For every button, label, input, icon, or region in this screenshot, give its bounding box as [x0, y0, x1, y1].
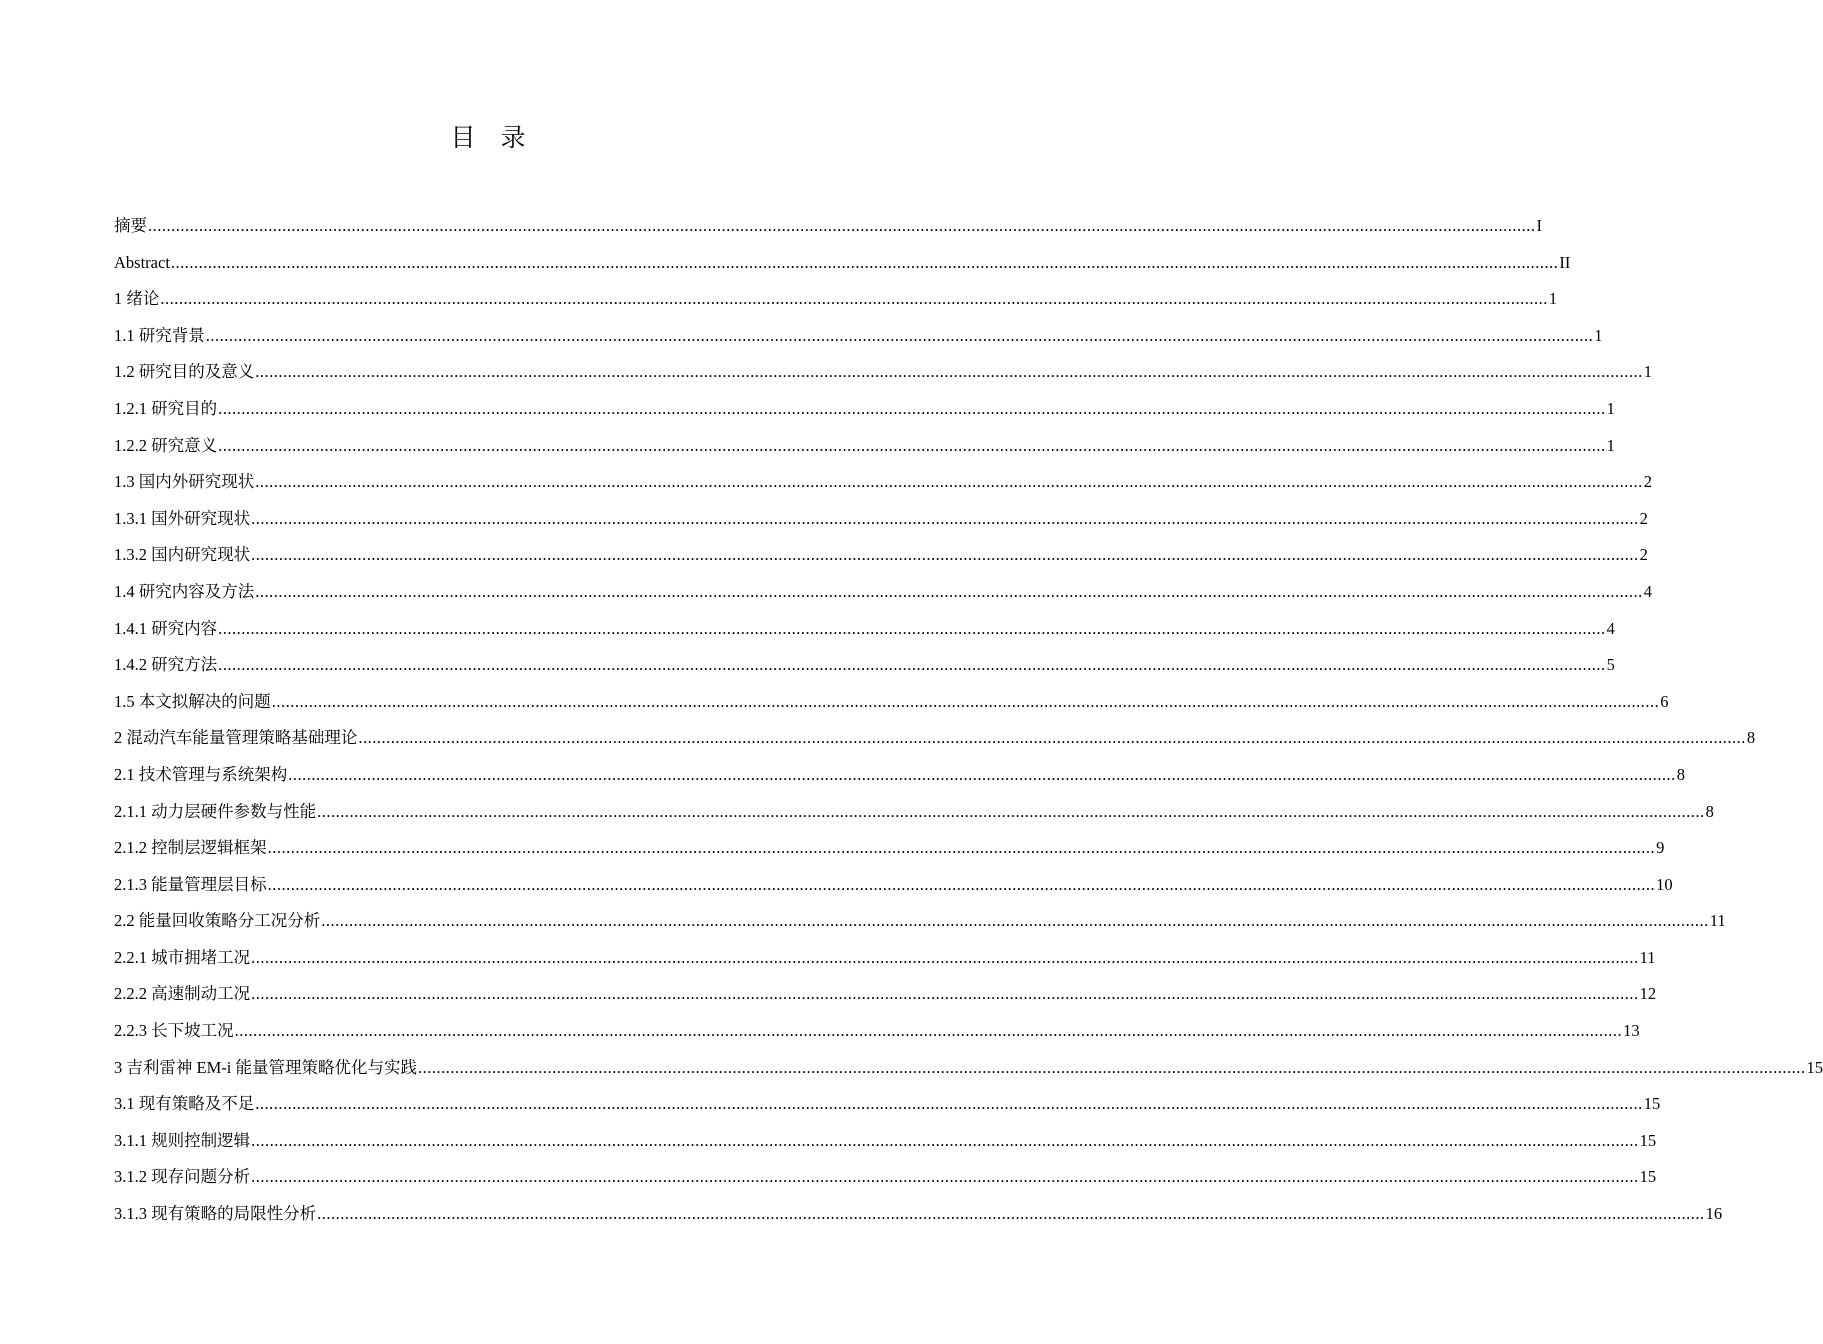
dot-leader: ............................................................................................................................................................................................................................................................................................................	[251, 508, 1639, 528]
toc-entry-title: 2.2.2 高速制动工况	[114, 984, 251, 1004]
dot-leader: ............................................................................................................................................................................................................................................................................................................	[255, 581, 1643, 601]
toc-entry-title: 3.1.2 现存问题分析	[114, 1167, 251, 1187]
toc-entry-page: 1	[1606, 398, 1615, 418]
toc-entry-page: 8	[1746, 728, 1756, 748]
table-of-contents	[114, 208, 1823, 1233]
toc-entry-page: 4	[1643, 581, 1652, 601]
dot-leader: ............................................................................................................................................................................................................................................................................................................	[271, 691, 1660, 711]
toc-entry[interactable]	[114, 1086, 1661, 1123]
toc-entry[interactable]	[114, 720, 1756, 757]
toc-entry-page: 15	[1639, 1130, 1657, 1150]
toc-entry-page: 1	[1643, 362, 1652, 382]
dot-leader: ............................................................................................................................................................................................................................................................................................................	[317, 1204, 1705, 1224]
dot-leader: ............................................................................................................................................................................................................................................................................................................	[148, 216, 1536, 235]
toc-entry[interactable]	[114, 940, 1656, 977]
toc-entry-title: 1.3 国内外研究现状	[114, 472, 255, 492]
toc-entry-page: 1	[1594, 325, 1603, 345]
dot-leader: ............................................................................................................................................................................................................................................................................................................	[251, 947, 1639, 967]
toc-entry-title: 1.4.2 研究方法	[114, 655, 218, 675]
toc-entry-title: 1.2 研究目的及意义	[114, 362, 255, 382]
dot-leader: ............................................................................................................................................................................................................................................................................................................	[170, 252, 1559, 272]
dot-leader: ............................................................................................................................................................................................................................................................................................................	[218, 655, 1606, 675]
dot-leader: ............................................................................................................................................................................................................................................................................................................	[321, 911, 1709, 931]
toc-entry-title: 2.2 能量回收策略分工况分析	[114, 911, 321, 931]
toc-entry[interactable]	[114, 391, 1615, 428]
toc-entry-page: 15	[1639, 1167, 1657, 1187]
toc-entry-title: 1.3.2 国内研究现状	[114, 545, 251, 565]
toc-entry[interactable]	[114, 976, 1657, 1013]
dot-leader: ............................................................................................................................................................................................................................................................................................................	[251, 1167, 1639, 1187]
toc-entry-page: 8	[1676, 764, 1685, 784]
toc-entry-page: 4	[1606, 618, 1615, 638]
dot-leader: ............................................................................................................................................................................................................................................................................................................	[251, 1130, 1639, 1150]
dot-leader: ............................................................................................................................................................................................................................................................................................................	[417, 1057, 1806, 1077]
dot-leader: ............................................................................................................................................................................................................................................................................................................	[255, 362, 1643, 382]
toc-entry[interactable]	[114, 354, 1652, 391]
toc-entry[interactable]	[114, 281, 1558, 318]
dot-leader: ............................................................................................................................................................................................................................................................................................................	[358, 728, 1746, 748]
toc-entry[interactable]	[114, 1196, 1723, 1233]
toc-entry-title: 1.3.1 国外研究现状	[114, 508, 251, 528]
toc-entry-title: Abstract	[114, 252, 170, 272]
toc-entry-page: 5	[1606, 655, 1615, 675]
toc-entry-title: 2.2.3 长下坡工况	[114, 1021, 234, 1041]
toc-entry-title: 2.1.1 动力层硬件参数与性能	[114, 801, 317, 821]
toc-entry[interactable]	[114, 318, 1603, 355]
dot-leader: ............................................................................................................................................................................................................................................................................................................	[317, 801, 1705, 821]
dot-leader: ............................................................................................................................................................................................................................................................................................................	[267, 874, 1656, 894]
toc-entry[interactable]	[114, 684, 1669, 721]
toc-entry[interactable]	[114, 757, 1685, 794]
toc-entry-page: 11	[1639, 947, 1656, 967]
toc-entry-title: 1.2.1 研究目的	[114, 398, 218, 418]
toc-entry[interactable]	[114, 1050, 1823, 1087]
toc-entry[interactable]	[114, 464, 1652, 501]
toc-entry-page: 15	[1643, 1094, 1661, 1114]
toc-entry-title: 2 混动汽车能量管理策略基础理论	[114, 728, 358, 748]
toc-entry[interactable]	[114, 574, 1652, 611]
toc-entry-page: 2	[1639, 508, 1648, 528]
toc-entry[interactable]	[114, 1123, 1657, 1160]
dot-leader: ............................................................................................................................................................................................................................................................................................................	[160, 289, 1548, 309]
page-title	[0, 118, 976, 154]
toc-entry-page: 12	[1639, 984, 1657, 1004]
toc-entry-title: 2.2.1 城市拥堵工况	[114, 947, 251, 967]
dot-leader: ............................................................................................................................................................................................................................................................................................................	[218, 618, 1606, 638]
dot-leader: ............................................................................................................................................................................................................................................................................................................	[251, 984, 1639, 1004]
toc-entry-title: 1.2.2 研究意义	[114, 435, 218, 455]
toc-entry-title: 摘要	[114, 216, 147, 235]
toc-entry-title: 3.1.1 规则控制逻辑	[114, 1130, 251, 1150]
toc-entry-page: II	[1559, 252, 1571, 272]
dot-leader: ............................................................................................................................................................................................................................................................................................................	[255, 1094, 1643, 1114]
toc-entry-page: 1	[1606, 435, 1615, 455]
toc-entry-title: 1.4.1 研究内容	[114, 618, 218, 638]
toc-entry-title: 1.1 研究背景	[114, 325, 205, 345]
toc-entry-page: 6	[1660, 691, 1669, 711]
toc-entry-title: 1.5 本文拟解决的问题	[114, 691, 271, 711]
toc-entry-page: 13	[1623, 1021, 1640, 1041]
toc-entry-page: 16	[1705, 1204, 1723, 1224]
toc-entry[interactable]	[114, 245, 1571, 282]
toc-entry[interactable]	[114, 1159, 1657, 1196]
toc-entry-title: 3 吉利雷神 EM-i 能量管理策略优化与实践	[114, 1057, 417, 1077]
dot-leader: ............................................................................................................................................................................................................................................................................................................	[267, 838, 1656, 858]
toc-entry-title: 1 绪论	[114, 289, 160, 309]
toc-entry-page: 8	[1705, 801, 1714, 821]
toc-entry[interactable]	[114, 647, 1615, 684]
toc-entry[interactable]	[114, 611, 1615, 648]
toc-entry-page: 11	[1709, 911, 1726, 931]
toc-entry-title: 2.1 技术管理与系统架构	[114, 764, 288, 784]
dot-leader: ............................................................................................................................................................................................................................................................................................................	[218, 435, 1606, 455]
toc-heading: 目 录	[450, 123, 526, 152]
toc-entry[interactable]	[114, 903, 1726, 940]
toc-entry-page: 15	[1806, 1057, 1823, 1077]
toc-entry[interactable]	[114, 794, 1714, 831]
toc-entry-page: 2	[1643, 472, 1652, 492]
dot-leader: ............................................................................................................................................................................................................................................................................................................	[218, 398, 1606, 418]
dot-leader: ............................................................................................................................................................................................................................................................................................................	[251, 545, 1639, 565]
toc-entry-title: 3.1.3 现有策略的局限性分析	[114, 1204, 317, 1224]
toc-entry-page: 1	[1548, 289, 1558, 309]
toc-entry[interactable]	[114, 501, 1648, 538]
dot-leader: ............................................................................................................................................................................................................................................................................................................	[205, 325, 1594, 345]
toc-entry-page: 10	[1656, 874, 1673, 894]
toc-entry-title: 2.1.2 控制层逻辑框架	[114, 838, 267, 858]
toc-entry-page: 2	[1639, 545, 1648, 565]
toc-entry-title: 1.4 研究内容及方法	[114, 581, 255, 601]
dot-leader: ............................................................................................................................................................................................................................................................................................................	[288, 764, 1676, 784]
toc-entry[interactable]	[114, 1013, 1640, 1050]
dot-leader: ............................................................................................................................................................................................................................................................................................................	[255, 472, 1643, 492]
toc-entry[interactable]	[114, 428, 1615, 465]
toc-entry[interactable]	[114, 830, 1665, 867]
toc-entry[interactable]	[114, 208, 1542, 245]
toc-entry-title: 2.1.3 能量管理层目标	[114, 874, 267, 894]
toc-entry[interactable]	[114, 867, 1673, 904]
toc-entry-page: 9	[1656, 838, 1665, 858]
toc-entry-page: I	[1536, 216, 1542, 235]
dot-leader: ............................................................................................................................................................................................................................................................................................................	[234, 1021, 1623, 1041]
toc-entry-title: 3.1 现有策略及不足	[114, 1094, 255, 1114]
toc-entry[interactable]	[114, 537, 1648, 574]
